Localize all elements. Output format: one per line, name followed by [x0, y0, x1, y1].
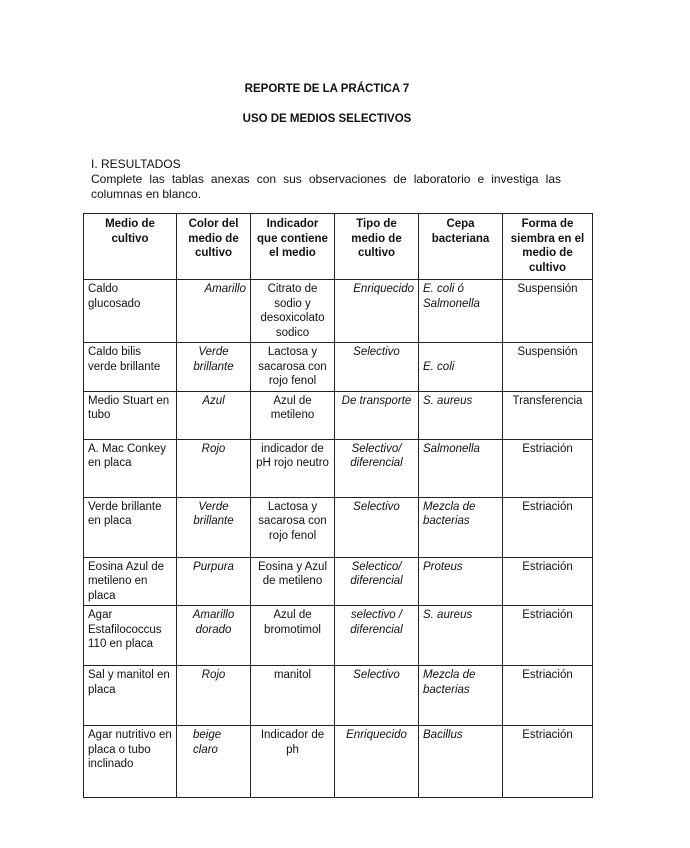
cell-forma: Estriación: [503, 606, 593, 666]
header-color: Color del medio de cultivo: [177, 214, 251, 280]
table-row: [84, 606, 593, 666]
table-header-row: [84, 214, 593, 280]
cell-color: Rojo: [177, 439, 251, 497]
cell-medio: Eosina Azul de metileno en placa: [84, 557, 177, 606]
cell-forma: Transferencia: [503, 391, 593, 439]
cell-color: Verde brillante: [177, 343, 251, 392]
instructions-text: Complete las tablas anexas con sus observaciones de laboratorio e investiga las columnas en blanco.: [91, 172, 561, 201]
cell-forma: Estriación: [503, 439, 593, 497]
cell-cepa: S. aureus: [419, 391, 503, 439]
cell-cepa-wrap: [419, 343, 503, 392]
cell-color: Amarillo: [177, 280, 251, 343]
cell-indicador: Lactosa y sacarosa con rojo fenol: [251, 343, 335, 392]
cell-forma: Estriación: [503, 726, 593, 798]
cell-tipo: Selectivo: [335, 497, 419, 557]
cell-cepa: Salmonella: [419, 439, 503, 497]
cell-tipo: Selectivo: [335, 666, 419, 726]
cell-forma: Estriación: [503, 557, 593, 606]
report-title: REPORTE DE LA PRÁCTICA 7: [244, 83, 410, 95]
cell-forma: Suspensión: [503, 280, 593, 343]
cell-indicador: Citrato de sodio y desoxicolato sodico: [251, 280, 335, 343]
header-indicador: Indicador que contiene el medio: [251, 214, 335, 280]
cell-cepa: Bacillus: [419, 726, 503, 798]
table-row: [84, 280, 593, 343]
cell-indicador: Lactosa y sacarosa con rojo fenol: [251, 497, 335, 557]
cell-medio: A. Mac Conkey en placa: [84, 439, 177, 497]
table-row: [84, 726, 593, 798]
cell-tipo: Selectico/ diferencial: [335, 557, 419, 606]
cell-cepa: E. coli ó Salmonella: [419, 280, 503, 343]
cell-tipo: Enriquecido: [335, 280, 419, 343]
cell-tipo: Selectivo/ diferencial: [335, 439, 419, 497]
cell-color: Purpura: [177, 557, 251, 606]
cell-color: Azul: [177, 391, 251, 439]
cell-indicador: Azul de bromotimol: [251, 606, 335, 666]
report-subtitle: USO DE MEDIOS SELECTIVOS: [242, 113, 412, 125]
cell-forma: Estriación: [503, 666, 593, 726]
cell-indicador: Indicador de ph: [251, 726, 335, 798]
cell-color: Rojo: [177, 666, 251, 726]
table-row: [84, 497, 593, 557]
cell-tipo: De transporte: [335, 391, 419, 439]
header-tipo: Tipo de medio de cultivo: [335, 214, 419, 280]
cell-forma: Estriación: [503, 497, 593, 557]
cell-color: beige claro: [177, 726, 251, 798]
table-row: [84, 439, 593, 497]
header-cepa: Cepa bacteriana: [419, 214, 503, 280]
cell-cepa: E. coli: [423, 360, 455, 373]
cell-cepa: Proteus: [419, 557, 503, 606]
cell-indicador: Azul de metileno: [251, 391, 335, 439]
cell-tipo: Enriquecido: [335, 726, 419, 798]
table-row: [84, 557, 593, 606]
cell-indicador: indicador de pH rojo neutro: [251, 439, 335, 497]
section-heading: I. RESULTADOS: [91, 157, 181, 171]
cell-indicador: manitol: [251, 666, 335, 726]
cell-tipo: selectivo / diferencial: [335, 606, 419, 666]
cell-forma: Suspensión: [503, 343, 593, 392]
cell-medio: Agar nutritivo en placa o tubo inclinado: [84, 726, 177, 798]
cell-medio: Medio Stuart en tubo: [84, 391, 177, 439]
cell-color: Verde brillante: [177, 497, 251, 557]
cell-cepa: Mezcla de bacterias: [419, 497, 503, 557]
cell-cepa: S. aureus: [419, 606, 503, 666]
cell-tipo: Selectivo: [335, 343, 419, 392]
table-row: [84, 666, 593, 726]
header-forma: Forma de siembra en el medio de cultivo: [503, 214, 593, 280]
cell-medio: Sal y manitol en placa: [84, 666, 177, 726]
cell-cepa: Mezcla de bacterias: [419, 666, 503, 726]
header-medio: Medio de cultivo: [84, 214, 177, 280]
cell-medio: Agar Estafilococcus 110 en placa: [84, 606, 177, 666]
table-row: [84, 391, 593, 439]
cell-medio: Verde brillante en placa: [84, 497, 177, 557]
cell-indicador: Eosina y Azul de metileno: [251, 557, 335, 606]
results-table: [83, 213, 593, 798]
cell-medio: Caldo glucosado: [84, 280, 177, 343]
cell-color: Amarillo dorado: [177, 606, 251, 666]
table-row: [84, 343, 593, 392]
cell-medio: Caldo bilis verde brillante: [84, 343, 177, 392]
